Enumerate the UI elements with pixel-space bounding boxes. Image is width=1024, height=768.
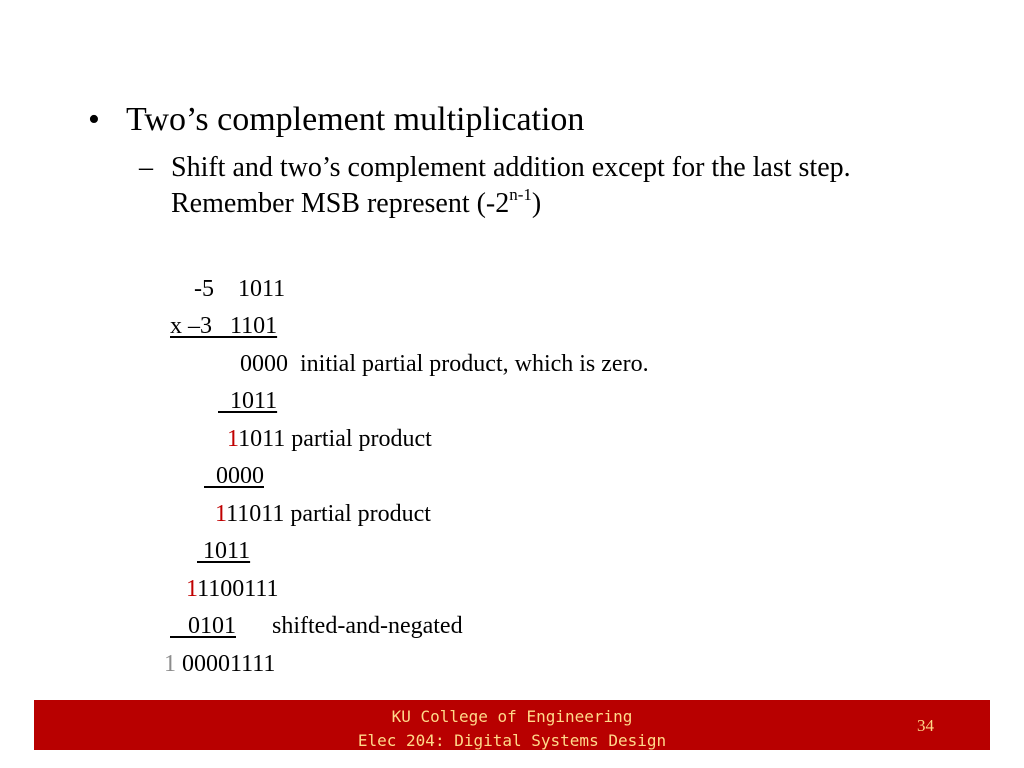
sub-bullet-close: )	[531, 188, 542, 219]
footer-banner	[34, 700, 990, 750]
bullet-text: Two’s complement multiplication	[126, 101, 585, 138]
multiplicand: -5 1011	[194, 276, 286, 302]
negated-addend: 0101	[170, 613, 236, 639]
bullet-marker: •	[88, 101, 100, 138]
sign-bit-3: 1	[186, 576, 198, 602]
multiplier: x –3 1101	[170, 313, 278, 339]
partial-product-1-comment: partial product	[285, 426, 432, 452]
addend-3: 1011	[197, 538, 251, 564]
partial-product-3: 1100111	[197, 576, 279, 602]
addend-1: 1011	[218, 388, 278, 414]
sub-bullet-main: Shift and two’s complement addition except for the last step. Remember MSB represent (-2	[171, 152, 851, 219]
sign-bit-1: 1	[227, 426, 239, 452]
footer-org: KU College of Engineering	[391, 707, 633, 726]
carry-out-bit: 1	[164, 651, 176, 677]
partial-product-2: 11011	[226, 501, 285, 527]
slide-title-bullet	[88, 100, 584, 140]
page-number: 34	[917, 716, 934, 735]
partial-product-2-comment: partial product	[284, 501, 431, 527]
initial-partial-comment: initial partial product, which is zero.	[288, 351, 649, 377]
dash-marker: –	[139, 152, 153, 183]
negated-addend-comment: shifted-and-negated	[236, 613, 463, 639]
sign-bit-2: 1	[215, 501, 227, 527]
final-result: 00001111	[176, 651, 276, 677]
footer-course: Elec 204: Digital Systems Design	[357, 731, 667, 750]
addend-2: 0000	[204, 463, 264, 489]
sub-bullet-text	[171, 150, 959, 222]
initial-partial-value: 0000	[240, 351, 288, 377]
exponent: n-1	[509, 185, 532, 204]
sub-bullet	[139, 150, 959, 222]
partial-product-1: 1011	[238, 426, 286, 452]
